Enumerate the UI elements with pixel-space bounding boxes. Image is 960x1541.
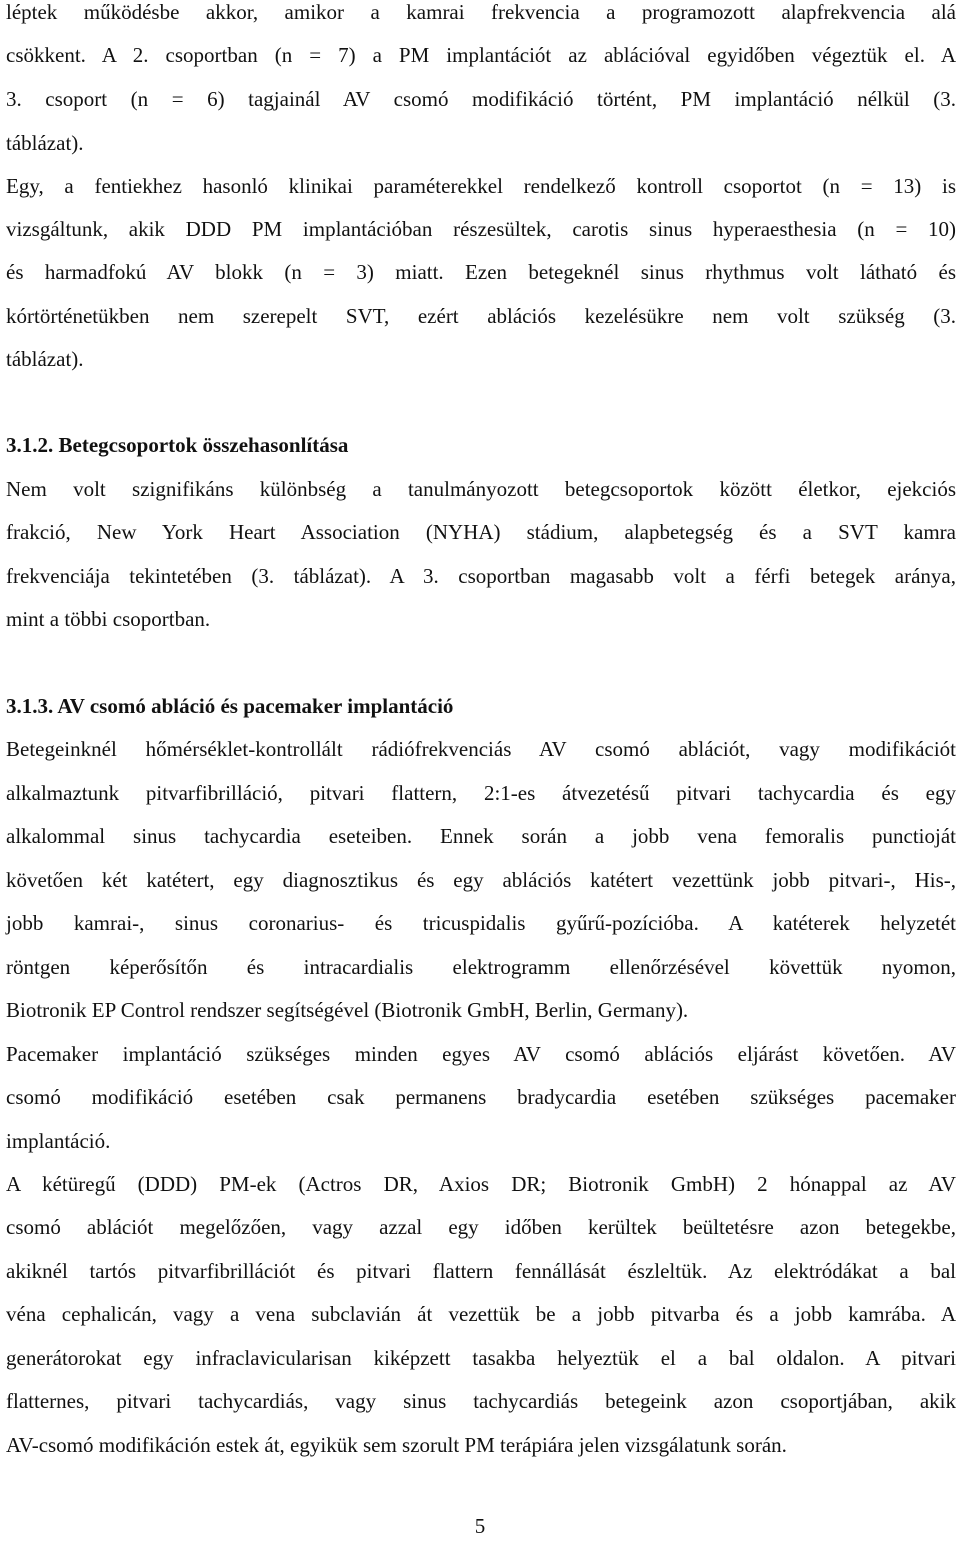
paragraph-line: A kétüregű (DDD) PM-ek (Actros DR, Axios DR; Biotronik GmbH) 2 hónappal az AV — [6, 1172, 956, 1196]
section-heading: 3.1.3. AV csomó abláció és pacemaker implantáció — [6, 694, 454, 718]
paragraph-line: léptek működésbe akkor, amikor a kamrai frekvencia a programozott alapfrekvencia alá — [6, 0, 956, 24]
paragraph-line: frakció, New York Heart Association (NYHA) stádium, alapbetegség és a SVT kamra — [6, 520, 956, 544]
paragraph-line: Nem volt szignifikáns különbség a tanulmányozott betegcsoportok között életkor, ejekciós — [6, 477, 956, 501]
paragraph-line: generátorokat egy infraclavicularisan kiképzett tasakba helyeztük el a bal oldalon. A pitvari — [6, 1346, 956, 1370]
paragraph-line: AV-csomó modifikáción estek át, egyikük sem szorult PM terápiára jelen vizsgálatunk során. — [6, 1433, 787, 1457]
paragraph-line: csökkent. A 2. csoportban (n = 7) a PM implantációt az ablációval egyidőben végeztük el. A — [6, 43, 956, 67]
paragraph-line: akiknél tartós pitvarfibrillációt és pitvari flattern fennállását észleltük. Az elektródákat a bal — [6, 1259, 956, 1283]
paragraph-line: vizsgáltunk, akik DDD PM implantációban részesültek, carotis sinus hyperaesthesia (n = 10) — [6, 217, 956, 241]
paragraph-line: Betegeinknél hőmérséklet-kontrollált rádiófrekvenciás AV csomó ablációt, vagy modifikációt — [6, 737, 956, 761]
section-heading: 3.1.2. Betegcsoportok összehasonlítása — [6, 433, 349, 457]
paragraph-line: alkalommal sinus tachycardia eseteiben. Ennek során a jobb vena femoralis punctioját — [6, 824, 956, 848]
paragraph-line: követően két katétert, egy diagnosztikus és egy ablációs katétert vezettünk jobb pitvari-, His-, — [6, 868, 956, 892]
paragraph-line: mint a többi csoportban. — [6, 607, 211, 631]
paragraph-line: és harmadfokú AV blokk (n = 3) miatt. Ezen betegeknél sinus rhythmus volt látható és — [6, 260, 956, 284]
paragraph-line: alkalmaztunk pitvarfibrilláció, pitvari flattern, 2:1-es átvezetésű pitvari tachycardia és egy — [6, 781, 956, 805]
paragraph-line: 3. csoport (n = 6) tagjainál AV csomó modifikáció történt, PM implantáció nélkül (3. — [6, 87, 956, 111]
paragraph-line: frekvenciája tekintetében (3. táblázat). A 3. csoportban magasabb volt a férfi betegek aránya, — [6, 564, 956, 588]
paragraph-line: Pacemaker implantáció szükséges minden egyes AV csomó ablációs eljárást követően. AV — [6, 1042, 956, 1066]
paragraph-line: Egy, a fentiekhez hasonló klinikai paraméterekkel rendelkező kontroll csoportot (n = 13) is — [6, 174, 956, 198]
paragraph-line: táblázat). — [6, 131, 84, 155]
paragraph-line: Biotronik EP Control rendszer segítségével (Biotronik GmbH, Berlin, Germany). — [6, 998, 689, 1022]
paragraph-line: flatternes, pitvari tachycardiás, vagy sinus tachycardiás betegeink azon csoportjában, akik — [6, 1389, 956, 1413]
page-number: 5 — [474, 1514, 486, 1538]
paragraph-line: csomó modifikáció esetében csak permanens bradycardia esetében szükséges pacemaker — [6, 1085, 956, 1109]
paragraph-line: csomó ablációt megelőzően, vagy azzal egy időben kerültek beültetésre azon betegekbe, — [6, 1215, 956, 1239]
paragraph-line: jobb kamrai-, sinus coronarius- és tricuspidalis gyűrű-pozícióba. A katéterek helyzetét — [6, 911, 956, 935]
paragraph-line: véna cephalicán, vagy a vena subclavián át vezettük be a jobb pitvarba és a jobb kamrába. A — [6, 1302, 956, 1326]
paragraph-line: implantáció. — [6, 1129, 111, 1153]
paragraph-line: táblázat). — [6, 347, 84, 371]
paragraph-line: kórtörténetükben nem szerepelt SVT, ezért ablációs kezelésükre nem volt szükség (3. — [6, 304, 956, 328]
paragraph-line: röntgen képerősítőn és intracardialis elektrogramm ellenőrzésével követtük nyomon, — [6, 955, 956, 979]
